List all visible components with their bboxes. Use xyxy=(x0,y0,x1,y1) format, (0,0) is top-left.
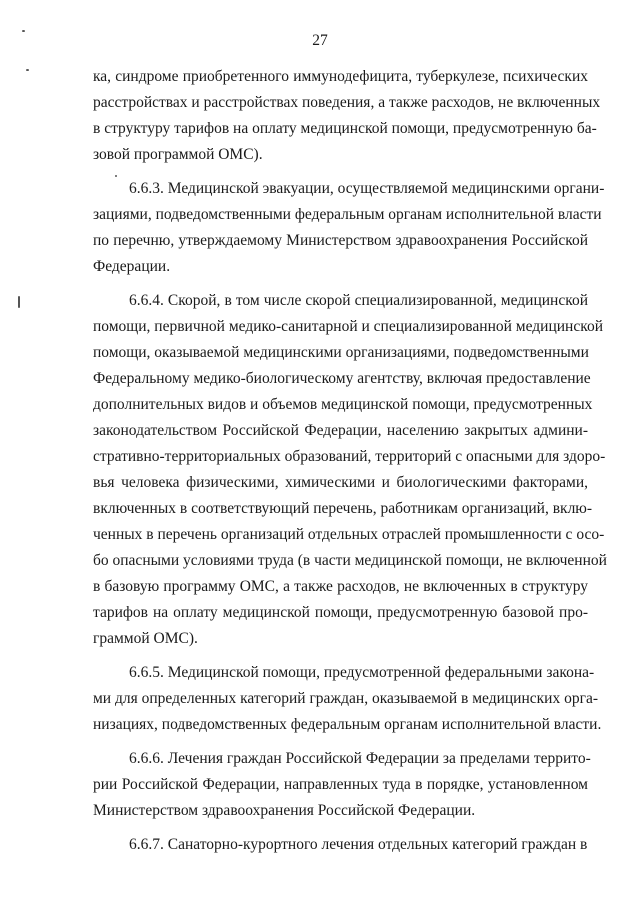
text-line: зациями, подведомственными федеральным органам исполнительной власти xyxy=(93,206,602,223)
text-line: рии Российской Федерации, направленных туда в порядке, установленном xyxy=(93,776,588,793)
document-body xyxy=(93,64,607,866)
text-line: 6.6.3. Медицинской эвакуации, осуществляемой медицинскими органи- xyxy=(129,180,605,197)
text-line: в базовую программу ОМС, а также расходов, не включенных в структуру xyxy=(93,578,588,595)
text-line: законодательством Российской Федерации, населению закрытых админи- xyxy=(93,422,588,439)
text-line: тарифов на оплату медицинской помощи, предусмотренную базовой про- xyxy=(93,604,588,621)
page-number: 27 xyxy=(312,32,328,49)
text-line: ми для определенных категорий граждан, оказываемой в медицинских орга- xyxy=(93,690,598,707)
text-line: дополнительных видов и объемов медицинской помощи, предусмотренных xyxy=(93,396,593,413)
text-line: помощи, первичной медико-санитарной и специализированной медицинской xyxy=(93,318,604,335)
text-line: Федерации. xyxy=(93,258,171,275)
text-line: зовой программой ОМС). xyxy=(93,146,263,163)
text-line: ченных в перечень организаций отдельных отраслей промышленности с осо- xyxy=(93,526,605,543)
text-line: 6.6.4. Скорой, в том числе скорой специализированной, медицинской xyxy=(129,292,588,309)
text-line: 6.6.7. Санаторно-курортного лечения отдельных категорий граждан в xyxy=(129,836,588,853)
text-line: бо опасными условиями труда (в части медицинской помощи, не включенной xyxy=(93,552,607,569)
text-line: низациях, подведомственных федеральным органам исполнительной власти. xyxy=(93,716,602,733)
text-line: расстройствах и расстройствах поведения, а также расходов, не включенных xyxy=(93,94,601,111)
paragraph-p-6-6-6 xyxy=(93,746,591,824)
scan-speck xyxy=(18,296,20,308)
text-line: включенных в соответствующий перечень, работникам организаций, вклю- xyxy=(93,500,593,517)
text-line: граммой ОМС). xyxy=(93,630,198,647)
text-line: помощи, оказываемой медицинскими организациями, подведомственными xyxy=(93,344,589,361)
paragraph-p-6-6-7 xyxy=(93,832,588,858)
text-line: по перечню, утверждаемому Министерством здравоохранения Российской xyxy=(93,232,588,249)
paragraph-p-continued xyxy=(93,64,601,168)
text-line: 6.6.6. Лечения граждан Российской Федерации за пределами террито- xyxy=(129,750,591,767)
text-line: стративно-территориальных образований, территорий с опасными для здоро- xyxy=(93,448,606,465)
scan-speck xyxy=(22,30,25,32)
text-line: Министерством здравоохранения Российской Федерации. xyxy=(93,802,476,819)
text-line: в структуру тарифов на оплату медицинской помощи, предусмотренную ба- xyxy=(93,120,597,137)
text-line: Федеральному медико-биологическому агентству, включая предоставление xyxy=(93,370,591,387)
text-line: ка, синдроме приобретенного иммунодефицита, туберкулезе, психических xyxy=(93,68,588,85)
text-line: 6.6.5. Медицинской помощи, предусмотренной федеральными закона- xyxy=(129,664,595,681)
paragraph-p-6-6-4 xyxy=(93,288,607,652)
text-line: вья человека физическими, химическими и биологическими факторами, xyxy=(93,474,588,491)
scan-speck xyxy=(26,69,29,71)
paragraph-p-6-6-5 xyxy=(93,660,602,738)
paragraph-p-6-6-3 xyxy=(93,176,605,280)
